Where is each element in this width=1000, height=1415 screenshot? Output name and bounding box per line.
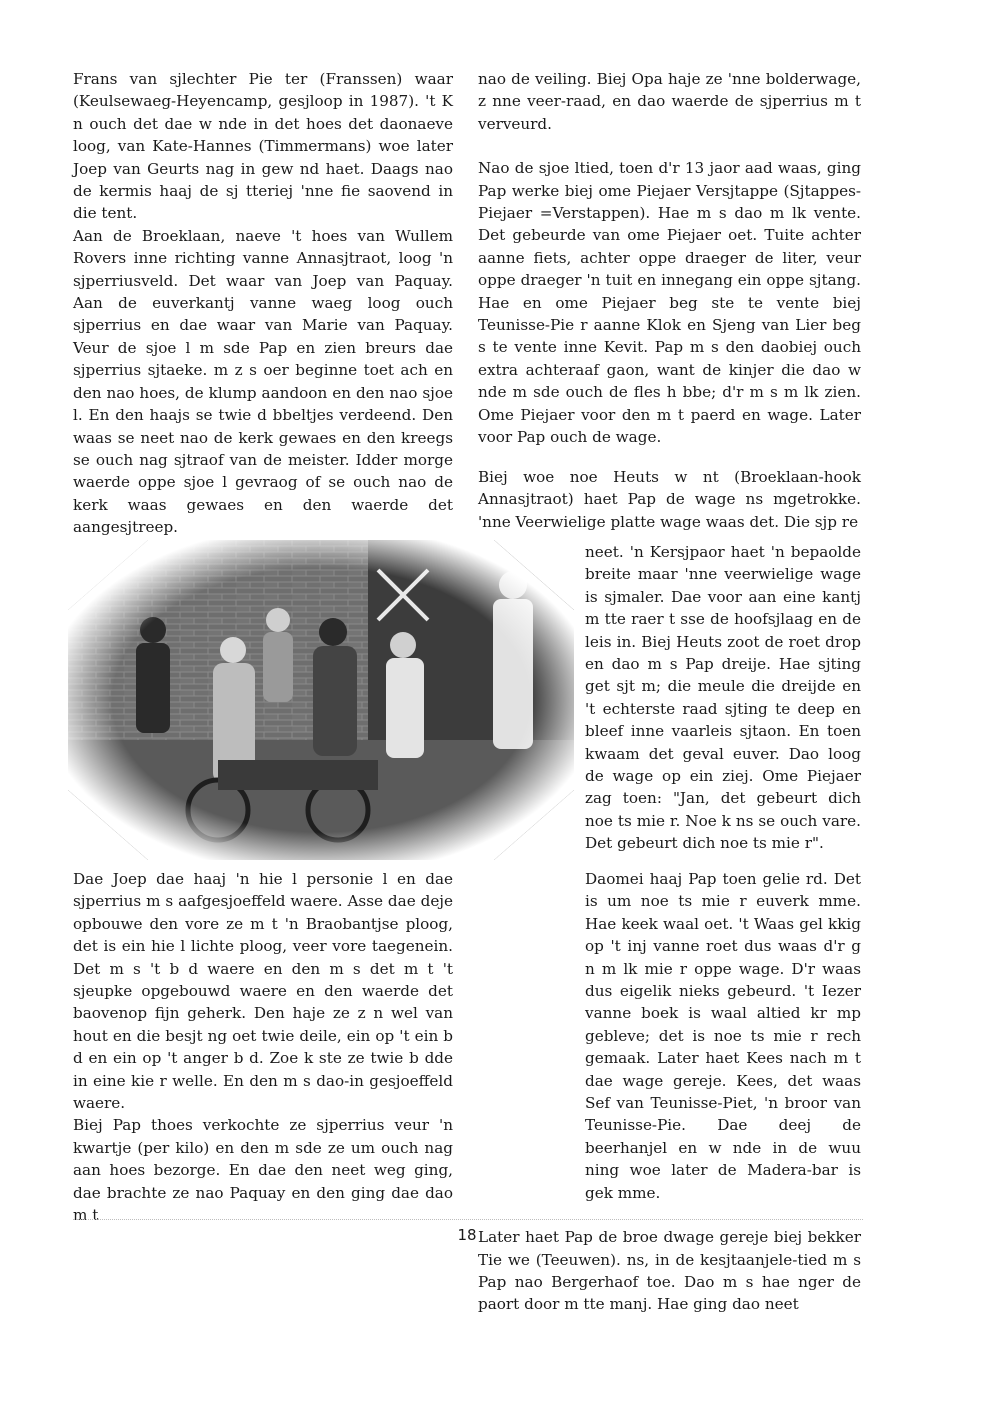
- right-column-wrapped: [585, 541, 861, 855]
- paragraph: Aan de Broeklaan, naeve 't hoes van Wullem Rovers inne richting vanne Annasjtraot, loog 'n sjperriusveld. Det waar van Joep van Paquay. Aan de euverkantj vanne waeg loog ouch sjperrius en dae waar van Marie van Paquay. Veur de sjoe l m sde Pap en zien breurs dae sjperrius sjtaeke. m z s oer beginne toet ach en den nao hoes, de klump aandoon en den nao sjoe l. En den haajs se twie d bbeltjes verdeend. Den waas se neet nao de kerk gewaes en den kreegs se ouch nag sjtraof van de meister. Idder morge waerde oppe sjoe l gevraog of se ouch nao de kerk waas gewaes en den waerde det aangesjtreep.: [73, 226, 453, 537]
- right-column-bottom: [478, 868, 861, 1316]
- historical-photo: [68, 540, 574, 860]
- paragraph: Later haet Pap de broe dwage gereje biej bekker Tie we (Teeuwen). ns, in de kesjtaanjele-tied m s Pap nao Bergerhaof toe. Dao m s hae nger de paort door m tte manj. Hae ging dao neet: [478, 1228, 861, 1314]
- page-number: 18: [457, 1226, 477, 1244]
- paragraph: Frans van sjlechter Pie ter (Franssen) waar (Keulsewaeg-Heyencamp, gesjloop in 1987). 't K n ouch det dae w nde in det hoes det daonaeve loog, van Kate-Hannes (Timmermans) woe later Joep van Geurts nag in gew nd haet. Daags nao de kermis haaj de sj tteriej 'nne fie saovend in die tent.: [73, 70, 453, 223]
- paragraph: neet. 'n Kersjpaor haet 'n bepaolde breite maar 'nne veerwielige wage is sjmaler. Dae voor aan eine kantj m tte raer t sse de hoofsjlaag en de leis in. Biej Heuts zoot de roet drop en dao m s Pap dreije. Hae sjting get sjt m; die meule die dreijde en 't echterste raad sjting te deep en bleef inne vaarleis sjtaon. En toen kwaam det geval euver. Dao loog de wage op ein ziej. Ome Piejaer zag toen: "Jan, det gebeurt dich noe ts mie r. Noe k ns se ouch vare. Det gebeurt dich noe ts mie r".: [585, 543, 861, 853]
- paragraph: Biej woe noe Heuts w nt (Broeklaan-hook Annasjtraot) haet Pap de wage ns mgetrokke. 'nne Veerwielige platte wage waas det. Die sjp re: [478, 468, 861, 531]
- footer-divider: [73, 1219, 863, 1220]
- paragraph: Nao de sjoe ltied, toen d'r 13 jaor aad waas, ging Pap werke biej ome Piejaer Versjtappe (Sjtappes-Piejaer =Verstappen). Hae m s dao m lk vente. Det gebeurde van ome Piejaer oet. Tuite achter aanne fiets, achter oppe draeger de liter, veur oppe draeger 'n tuit en innegang ein oppe sjtang. Hae en ome Piejaer beg ste te vente biej Teunisse-Pie r aanne Klok en Sjeng van Lier beg s te vente inne Kevit. Pap m s den daobiej ouch extra achteraaf gaon, want de kinjer die dao w nde m sde ouch de fles h bbe; d'r m s m lk zien. Ome Piejaer voor den m t paerd en wage. Later voor Pap ouch de wage.: [478, 159, 861, 447]
- right-column-middle: [478, 466, 861, 533]
- right-column-top: [478, 68, 861, 449]
- paragraph: Daomei haaj Pap toen gelie rd. Det is um noe ts mie r euverk mme. Hae keek waal oet. 't Waas gel kkig op 't inj vanne roet dus waas d'r g n m lk mie r oppe wage. D'r waas dus eigelik nieks gebeurd. 't Iezer vanne boek is waal altied kr mp gebleve; det is noe ts mie r rech gemaak. Later haet Kees nach m t dae wage gereje. Kees, det waas Sef van Teunisse-Piet, 'n broor van Teunisse-Pie. Dae deej de beerhanjel en w nde in de wuu ning woe later de Madera-bar is gek mme.: [585, 870, 861, 1202]
- left-column-top: [73, 68, 453, 539]
- paragraph: Dae Joep dae haaj 'n hie l personie l en dae sjperrius m s aafgesjoeffeld waere. Asse dae deje opbouwe den vore ze m t 'n Braobantjse ploog, det is ein hie l lichte ploog, veer vore taegenein. Det m s 't b d waere en den m s det m t 't sjeupke opgebouwd waere en den waerde det baovenop fijn geherk. Den haje ze z n wel van hout en die besjt ng oet twie deile, ein op 't ein b d en ein op 't anger b d. Zoe k ste ze twie b dde in eine kie r welle. En den m s dao-in gesjoeffeld waere.: [73, 870, 453, 1113]
- left-column-bottom: [73, 868, 453, 1227]
- photo-illustration: [68, 540, 574, 860]
- paragraph: nao de veiling. Biej Opa haje ze 'nne bolderwage, z nne veer-raad, en dao waerde de sjperrius m t verveurd.: [478, 70, 861, 133]
- paragraph: Biej Pap thoes verkochte ze sjperrius veur 'n kwartje (per kilo) en den m sde ze um ouch nag aan hoes bezorge. En dae den neet weg ging, dae brachte ze nao Paquay en den ging dae dao m t: [73, 1116, 453, 1225]
